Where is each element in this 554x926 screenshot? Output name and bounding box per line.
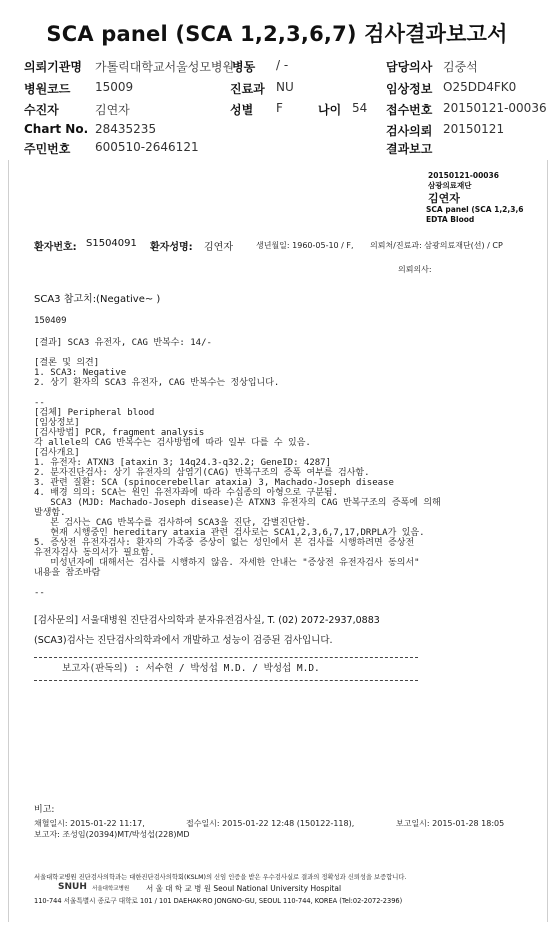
label-specimen: EDTA Blood <box>426 215 475 224</box>
header-label: 의뢰기관명 <box>24 60 82 74</box>
developed-note: (SCA3)검사는 진단검사의학과에서 개발하고 성능이 검증된 검사입니다. <box>34 635 333 646</box>
body-line: -- <box>34 588 45 598</box>
reported-time: 보고일시: 2015-01-28 18:05 <box>396 819 505 828</box>
body-line: -- <box>34 398 45 408</box>
body-line: 2. 상기 환자의 SCA3 유전자, CAG 반복수는 정상입니다. <box>34 378 280 388</box>
body-line: 2. 분자진단검사: 상기 유전자의 삼염기(CAG) 반복구조의 증폭 여부를 검사함. <box>34 468 370 478</box>
header-label: 나이 <box>318 103 342 117</box>
body-line: 현재 시행중인 hereditary ataxia 관련 검사로는 SCA1,2,3,6,7,17,DRPLA가 있음. <box>34 528 425 538</box>
patient-name-value: 김연자 <box>204 242 233 253</box>
patient-doctor: 의뢰의사: <box>398 265 432 274</box>
hospital-logo-sub: 서울대학교병원 <box>92 886 130 892</box>
inquiry-note: [검사문의] 서울대병원 진단검사의학과 분자유전검사실, T. (02) 2072-2937,0883 <box>34 615 380 626</box>
patient-no-value: S1504091 <box>86 238 137 249</box>
header-label: 검사의뢰 <box>386 124 433 138</box>
body-line: 각 allele의 CAG 반복수는 검사방법에 따라 일부 다를 수 있음. <box>34 438 311 448</box>
label-org: 삼광의료재단 <box>428 181 472 190</box>
header-label: 진료과 <box>230 82 265 96</box>
header-value: 28435235 <box>95 122 157 136</box>
body-line: 5. 증상전 유전자검사: 환자의 가족중 증상이 없는 성인에서 본 검사를 시행하려면 증상전 <box>34 538 415 548</box>
result-line: [결과] SCA3 유전자, CAG 반복수: 14/- <box>34 338 212 348</box>
header-value: NU <box>276 80 294 94</box>
page-title: SCA panel (SCA 1,2,3,6,7) 검사결과보고서 <box>46 22 508 46</box>
header-value: F <box>276 101 283 115</box>
report-number: 150409 <box>34 316 67 326</box>
header-value: 김연자 <box>95 103 130 117</box>
header-label: 접수번호 <box>386 103 433 117</box>
collected-time: 채혈일시: 2015-01-22 11:17, <box>34 819 145 828</box>
label-accession: 20150121-00036 <box>428 171 499 180</box>
hospital-logo: SNUH <box>58 882 87 892</box>
body-line: [검사개요] <box>34 448 80 458</box>
patient-no-label: 환자번호: <box>34 242 77 253</box>
header-value: 20150121-00036 <box>443 101 547 115</box>
header-value: / - <box>276 58 289 72</box>
header-value: 54 <box>352 101 368 115</box>
remarks-label: 비고: <box>34 805 55 815</box>
label-test: SCA panel (SCA 1,2,3,6 <box>426 205 524 214</box>
header-label: 병동 <box>232 60 256 74</box>
hospital-name: 서 울 대 학 교 병 원 Seoul National University Hospital <box>146 884 342 893</box>
body-line: 유전자검사 동의서가 필요함. <box>34 548 155 558</box>
certification-note: 서울대학교병원 진단검사의학과는 대한진단검사의학회(KSLM)의 신임 인증을 받은 우수검사실로 결과의 정확성과 신뢰성을 보증합니다. <box>34 874 407 881</box>
body-line: 1. 유전자: ATXN3 [ataxin 3; 14q24.3-q32.2; GeneID: 4287] <box>34 458 332 468</box>
body-line: 발생함. <box>34 508 66 518</box>
header-value: 15009 <box>95 80 134 94</box>
body-line <box>34 578 534 588</box>
reporter-line: 보고자(판독의) : 서수현 / 박성섭 M.D. / 박성섭 M.D. <box>62 663 320 674</box>
header-label: 성별 <box>230 103 254 117</box>
header-label: Chart No. <box>24 122 89 136</box>
header-value: 김중석 <box>443 60 478 74</box>
body-line: 본 검사는 CAG 반복수를 검사하여 SCA3을 진단, 감별진단함. <box>34 518 311 528</box>
header-label: 병원코드 <box>24 82 71 96</box>
divider <box>34 680 418 681</box>
header-label: 결과보고 <box>386 142 433 156</box>
header-label: 수진자 <box>24 103 59 117</box>
label-name: 김연자 <box>428 192 460 205</box>
body-line: [임상정보] <box>34 418 80 428</box>
reporter-ids: 보고자: 조성임(20394)MT/박성섭(228)MD <box>34 830 190 839</box>
body-line: 3. 관련 질환: SCA (spinocerebellar ataxia) 3, Machado-Joseph disease <box>34 478 394 488</box>
header-value: 20150121 <box>443 122 505 136</box>
patient-dob: 생년월일: 1960-05-10 / F, <box>256 241 354 250</box>
header-label: 담당의사 <box>386 60 433 74</box>
report-body <box>34 358 534 598</box>
header-label: 임상정보 <box>386 82 433 96</box>
body-line: [검사방법] PCR, fragment analysis <box>34 428 205 438</box>
body-line: [검체] Peripheral blood <box>34 408 155 418</box>
body-line: [결론 및 의견] <box>34 358 100 368</box>
body-line: 1. SCA3: Negative <box>34 368 127 378</box>
patient-name-label: 환자성명: <box>150 242 193 253</box>
received-time: 접수일시: 2015-01-22 12:48 (150122-118), <box>186 819 355 828</box>
body-line: 4. 배경 의의: SCA는 원인 유전자좌에 따라 수십종의 아형으로 구분됨. <box>34 488 339 498</box>
body-line <box>34 388 534 398</box>
patient-referrer: 의뢰처/진료과: 삼광의료재단(선) / CP <box>370 241 503 250</box>
header-value: O25DD4FK0 <box>443 80 517 94</box>
body-line: 미성년자에 대해서는 검사를 시행하지 않음. 자세한 안내는 "증상전 유전자검사 동의서" <box>34 558 420 568</box>
hospital-address: 110-744 서울특별시 종로구 대학로 101 / 101 DAEHAK-RO JONGNO-GU, SEOUL 110-744, KOREA (Tel:02-2072-2396) <box>34 897 403 905</box>
header-value: 600510-2646121 <box>95 140 199 154</box>
header-label: 주민번호 <box>24 142 71 156</box>
header-value: 가톨릭대학교서울성모병원 <box>95 60 235 74</box>
reference-value: SCA3 참고치:(Negative~ ) <box>34 294 161 305</box>
divider <box>34 657 418 658</box>
body-line: SCA3 (MJD: Machado-Joseph disease)은 ATXN3 유전자의 CAG 반복구조의 증폭에 의해 <box>34 498 441 508</box>
body-line: 내용을 참조바람 <box>34 568 101 578</box>
